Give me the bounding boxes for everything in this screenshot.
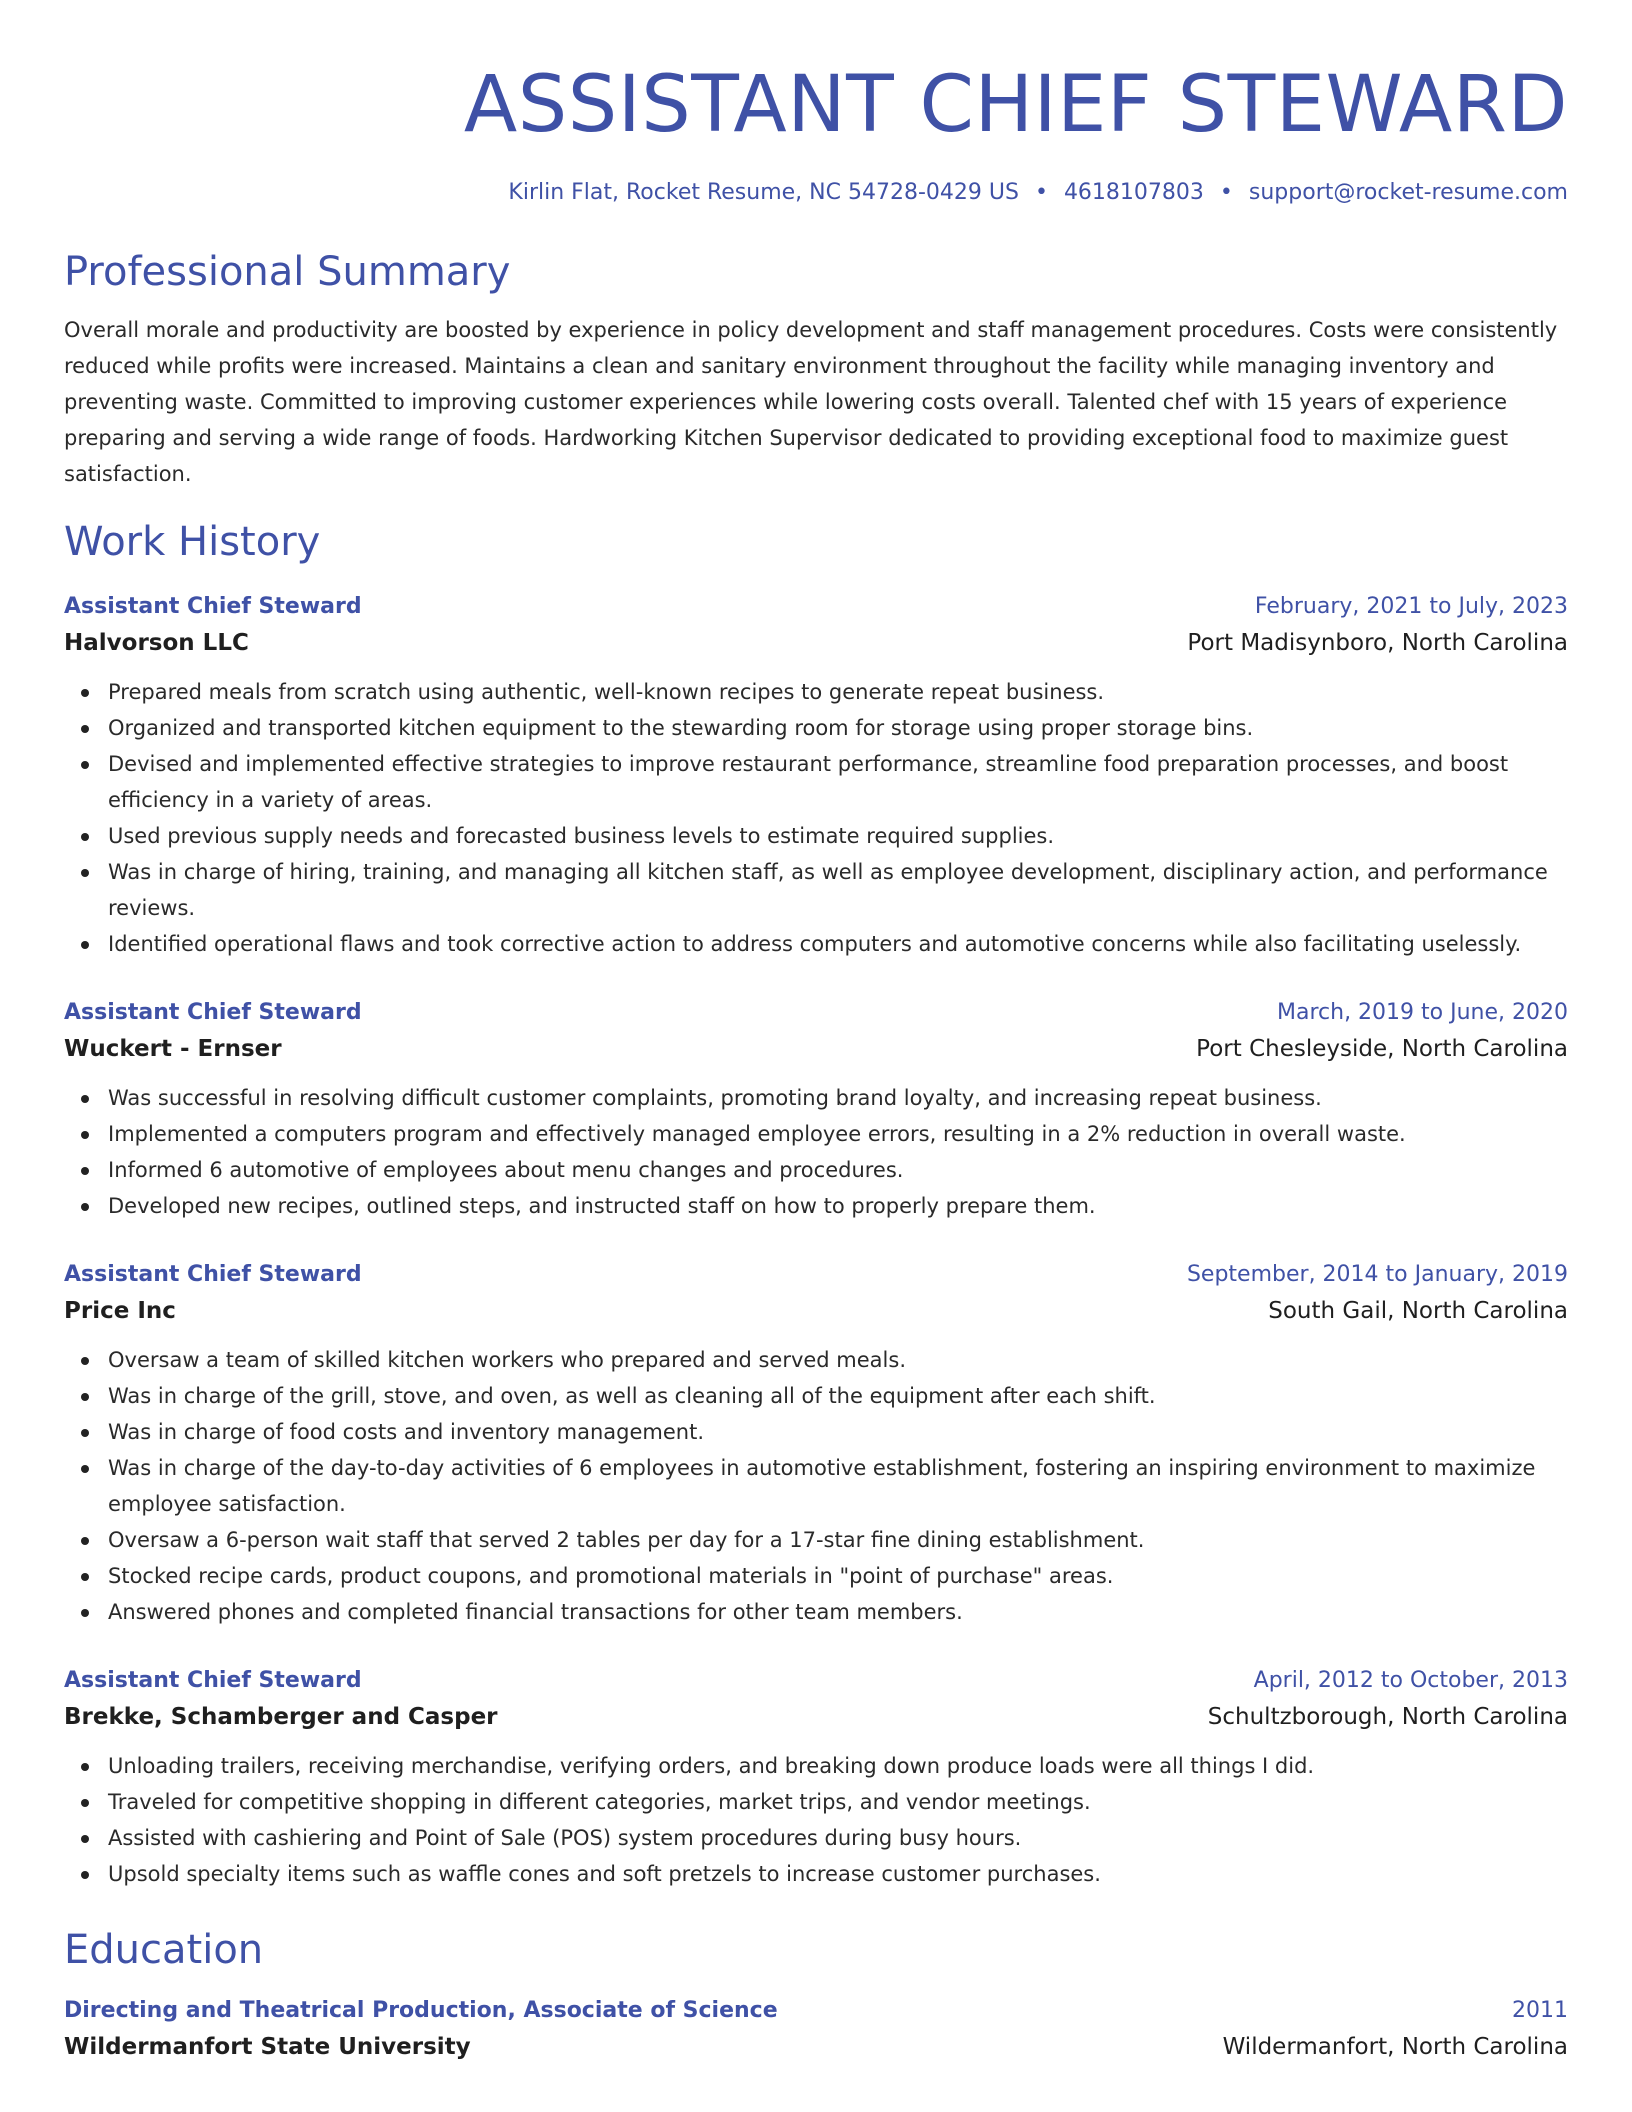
bullet-item: Devised and implemented effective strategies to improve restaurant performance, streamline food preparation processes, and boost efficiency in a variety of areas. [64,746,1568,818]
job-bullets [64,1080,1568,1224]
bullet-item: Assisted with cashiering and Point of Sale (POS) system procedures during busy hours. [64,1820,1568,1856]
education-entry [64,1994,1568,2066]
job-entry [64,996,1568,1224]
job-company-row [64,624,1568,662]
bullet-item: Organized and transported kitchen equipment to the stewarding room for storage using proper storage bins. [64,710,1568,746]
bullet-item: Implemented a computers program and effectively managed employee errors, resulting in a 2% reduction in overall waste. [64,1116,1568,1152]
bullet-item: Oversaw a 6-person wait staff that served 2 tables per day for a 17-star fine dining establishment. [64,1522,1568,1558]
bullet-item: Was in charge of hiring, training, and managing all kitchen staff, as well as employee development, disciplinary action, and performance reviews. [64,854,1568,926]
resume-page [64,0,1568,2066]
education-header-row [64,1994,1568,2028]
education-degree: Directing and Theatrical Production, Associate of Science [64,1998,778,2023]
job-dates: February, 2021 to July, 2023 [1254,594,1568,619]
job-company-row [64,1292,1568,1330]
job-role: Assistant Chief Steward [64,594,362,619]
contact-email[interactable]: support@rocket-resume.com [1248,180,1568,205]
education-list [64,1994,1568,2066]
job-location: Port Chesleyside, North Carolina [1196,1036,1568,1062]
job-location: Port Madisynboro, North Carolina [1187,630,1568,656]
contact-separator: • [1219,180,1233,205]
job-entry [64,1664,1568,1892]
work-history-heading: Work History [64,519,321,565]
bullet-item: Was in charge of food costs and inventory management. [64,1414,1568,1450]
education-school: Wildermanfort State University [64,2034,471,2060]
job-role: Assistant Chief Steward [64,1000,362,1025]
bullet-item: Stocked recipe cards, product coupons, and promotional materials in "point of purchase" areas. [64,1558,1568,1594]
work-history-list [64,590,1568,1892]
bullet-item: Was in charge of the day-to-day activities of 6 employees in automotive establishment, fostering an inspiring environment to maximize employee satisfaction. [64,1450,1568,1522]
job-location: Schultzborough, North Carolina [1207,1704,1568,1730]
job-entry [64,1258,1568,1630]
job-bullets [64,1342,1568,1630]
contact-phone: 4618107803 [1063,180,1204,205]
summary-text: Overall morale and productivity are boosted by experience in policy development and staff management procedures. Costs were consistently reduced while profits were increased. Maintains a clean and sanitary environment throughout the facility while managing inventory and preventing waste. Committed to improving customer experiences while lowering costs overall. Talented chef with 15 years of experience preparing and serving a wide range of foods. Hardworking Kitchen Supervisor dedicated to providing exceptional food to maximize guest satisfaction. [64,318,1558,486]
contact-line [64,178,1568,208]
job-role: Assistant Chief Steward [64,1668,362,1693]
bullet-item: Used previous supply needs and forecasted business levels to estimate required supplies. [64,818,1568,854]
bullet-item: Oversaw a team of skilled kitchen workers who prepared and served meals. [64,1342,1568,1378]
education-year: 2011 [1512,1998,1568,2023]
education-heading: Education [64,1927,264,1973]
job-dates: September, 2014 to January, 2019 [1186,1262,1568,1287]
bullet-item: Developed new recipes, outlined steps, and instructed staff on how to properly prepare them. [64,1188,1568,1224]
job-company-row [64,1698,1568,1736]
summary-heading: Professional Summary [64,249,511,295]
bullet-item: Traveled for competitive shopping in different categories, market trips, and vendor meetings. [64,1784,1568,1820]
job-company: Halvorson LLC [64,630,249,656]
bullet-item: Prepared meals from scratch using authentic, well-known recipes to generate repeat business. [64,674,1568,710]
contact-address: Kirlin Flat, Rocket Resume, NC 54728-0429 US [508,180,1019,205]
job-role: Assistant Chief Steward [64,1262,362,1287]
bullet-item: Was successful in resolving difficult customer complaints, promoting brand loyalty, and increasing repeat business. [64,1080,1568,1116]
job-dates: April, 2012 to October, 2013 [1253,1668,1568,1693]
bullet-item: Was in charge of the grill, stove, and oven, as well as cleaning all of the equipment after each shift. [64,1378,1568,1414]
bullet-item: Answered phones and completed financial transactions for other team members. [64,1594,1568,1630]
job-header-row [64,1664,1568,1698]
job-bullets [64,1748,1568,1892]
job-company: Wuckert - Ernser [64,1036,282,1062]
job-company: Price Inc [64,1298,176,1324]
bullet-item: Unloading trailers, receiving merchandise, verifying orders, and breaking down produce loads were all things I did. [64,1748,1568,1784]
bullet-item: Identified operational flaws and took corrective action to address computers and automotive concerns while also facilitating uselessly. [64,926,1568,962]
job-company-row [64,1030,1568,1068]
job-bullets [64,674,1568,962]
job-header-row [64,996,1568,1030]
education-school-row [64,2028,1568,2066]
job-header-row [64,590,1568,624]
contact-separator: • [1034,180,1048,205]
job-header-row [64,1258,1568,1292]
job-entry [64,590,1568,962]
resume-title: ASSISTANT CHIEF STEWARD [463,60,1568,150]
job-company: Brekke, Schamberger and Casper [64,1704,498,1730]
education-location: Wildermanfort, North Carolina [1222,2034,1568,2060]
job-dates: March, 2019 to June, 2020 [1277,1000,1568,1025]
job-location: South Gail, North Carolina [1268,1298,1568,1324]
bullet-item: Informed 6 automotive of employees about menu changes and procedures. [64,1152,1568,1188]
bullet-item: Upsold specialty items such as waffle cones and soft pretzels to increase customer purchases. [64,1856,1568,1892]
